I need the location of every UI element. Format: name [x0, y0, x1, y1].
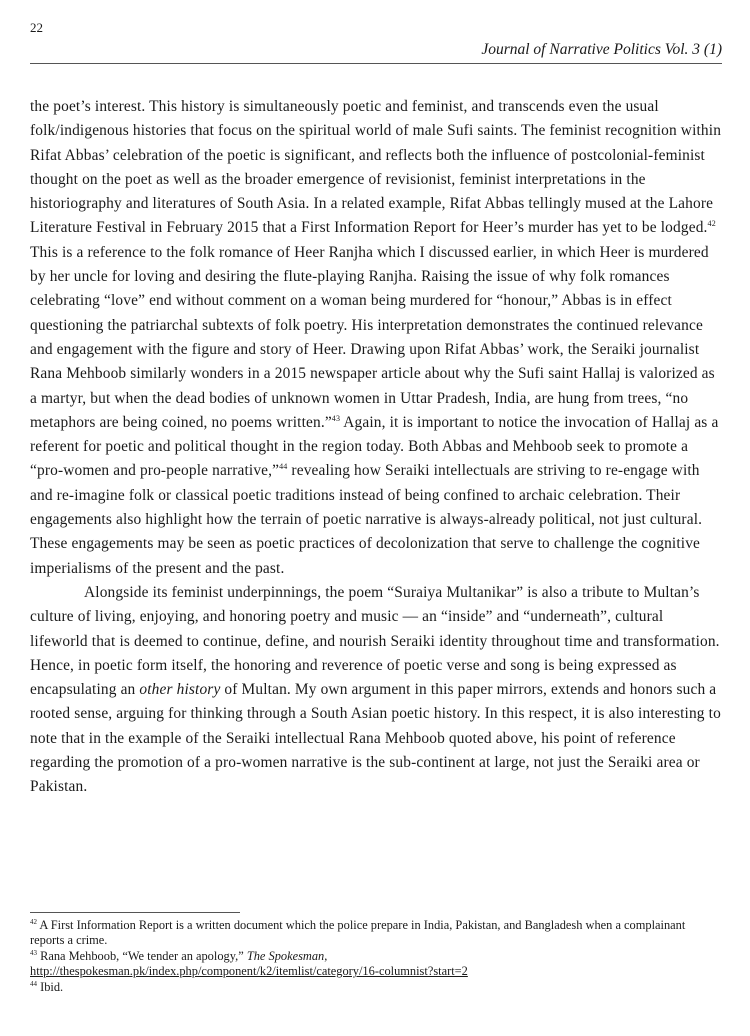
- paragraph-2: [30, 581, 722, 800]
- paragraph-1-part-c: Again, it is important to notice the invocation of Hallaj as a referent for poetic and political thought in the region today. Both Abbas and Mehboob seek to promote a “pro-women and pro-people narrative,”: [30, 413, 719, 480]
- footnote-43-text: Rana Mehboob, “We tender an apology,”: [37, 948, 247, 963]
- footnote-ref-44[interactable]: 44: [279, 462, 288, 472]
- footnote-42: [30, 918, 722, 949]
- footnote-42-number: 42: [30, 917, 37, 926]
- paragraph-2-part-a: Alongside its feminist underpinnings, the poem “Suraiya Multanikar” is also a tribute to Multan’s culture of living, enjoying, and honoring poetry and music — an “inside” and “underneath”, cultural lifeworld that is deemed to continue, define, and nourish Seraiki identity throughout time and transformation. Hence, in poetic form itself, the honoring and reverence of poetic verse and song is being expressed as encapsulating an: [30, 583, 720, 699]
- footnote-ref-42[interactable]: 42: [707, 219, 716, 229]
- footnote-ref-43[interactable]: 43: [331, 413, 341, 423]
- footnote-44: [30, 980, 722, 995]
- paragraph-2-emphasis: other history: [139, 681, 221, 699]
- paragraph-2-part-b: of Multan. My own argument in this paper mirrors, extends and honors such a rooted sense, arguing for thinking through a South Asian poetic history. In this respect, it is also interesting to note that in the example of the Seraiki intellectual Rana Mehboob quoted above, his point of reference regarding the promotion of a pro-women narrative is the sub-continent at large, not just the Seraiki area or Pakistan.: [30, 681, 721, 796]
- footnote-44-number: 44: [30, 979, 37, 988]
- footnote-43: [30, 949, 722, 980]
- body-text: [30, 95, 722, 800]
- paragraph-1-part-a: the poet’s interest. This history is simultaneously poetic and feminist, and transcends even the usual folk/indigenous histories that focus on the spiritual world of male Sufi saints. The feminist recognition within Rifat Abbas’ celebration of the poetic is significant, and reflects both the influence of postcolonial-feminist thought on the poet as well as the broader emergence of revisionist, feminist interpretations in the historiography and literatures of South Asia. In a related example, Rifat Abbas tellingly mused at the Lahore Literature Festival in February 2015 that a First Information Report for Heer’s murder has yet to be lodged.: [30, 98, 722, 237]
- footnote-43-link[interactable]: http://thespokesman.pk/index.php/component/k2/itemlist/category/16-columnist?start=2: [30, 964, 468, 979]
- footnote-rule: [30, 912, 240, 913]
- footnote-43-number: 43: [30, 948, 37, 957]
- footnote-43-source: The Spokesman: [246, 948, 325, 963]
- running-header-journal-title: Journal of Narrative Politics Vol. 3 (1): [481, 41, 722, 58]
- footnote-42-text: A First Information Report is a written document which the police prepare in India, Pakistan, and Bangladesh when a complainant reports a crime.: [30, 918, 686, 948]
- footnotes: [30, 918, 722, 995]
- footnote-44-text: Ibid.: [37, 979, 64, 994]
- header-rule: [30, 63, 722, 64]
- paragraph-1: [30, 95, 722, 581]
- paragraph-1-part-b: This is a reference to the folk romance of Heer Ranjha which I discussed earlier, in which Heer is murdered by her uncle for loving and desiring the flute-playing Ranjha. Raising the issue of why folk romances celebrating “love” end without comment on a woman being murdered for “honour,” Abbas is in effect questioning the patriarchal subtexts of folk poetry. His interpretation demonstrates the continued relevance and engagement with the figure and story of Heer. Drawing upon Rifat Abbas’ work, the Seraiki journalist Rana Mehboob similarly wonders in a 2015 newspaper article about why the Sufi saint Hallaj is valorized as a martyr, but when the dead bodies of unknown women in Uttar Pradesh, India, are hung from trees, “no metaphors are being coined, no poems written.”: [30, 243, 715, 431]
- paragraph-1-part-d: revealing how Seraiki intellectuals are striving to re-engage with and re-imagine folk or classical poetic traditions instead of being confined to archaic celebration. Their engagements also highlight how the terrain of poetic narrative is always-already political, not just cultural. These engagements may be seen as poetic practices of decolonization that serve to challenge the cognitive imperialisms of the present and the past.: [30, 462, 703, 577]
- page-number: 22: [30, 20, 43, 35]
- footnote-43-comma: ,: [324, 948, 328, 963]
